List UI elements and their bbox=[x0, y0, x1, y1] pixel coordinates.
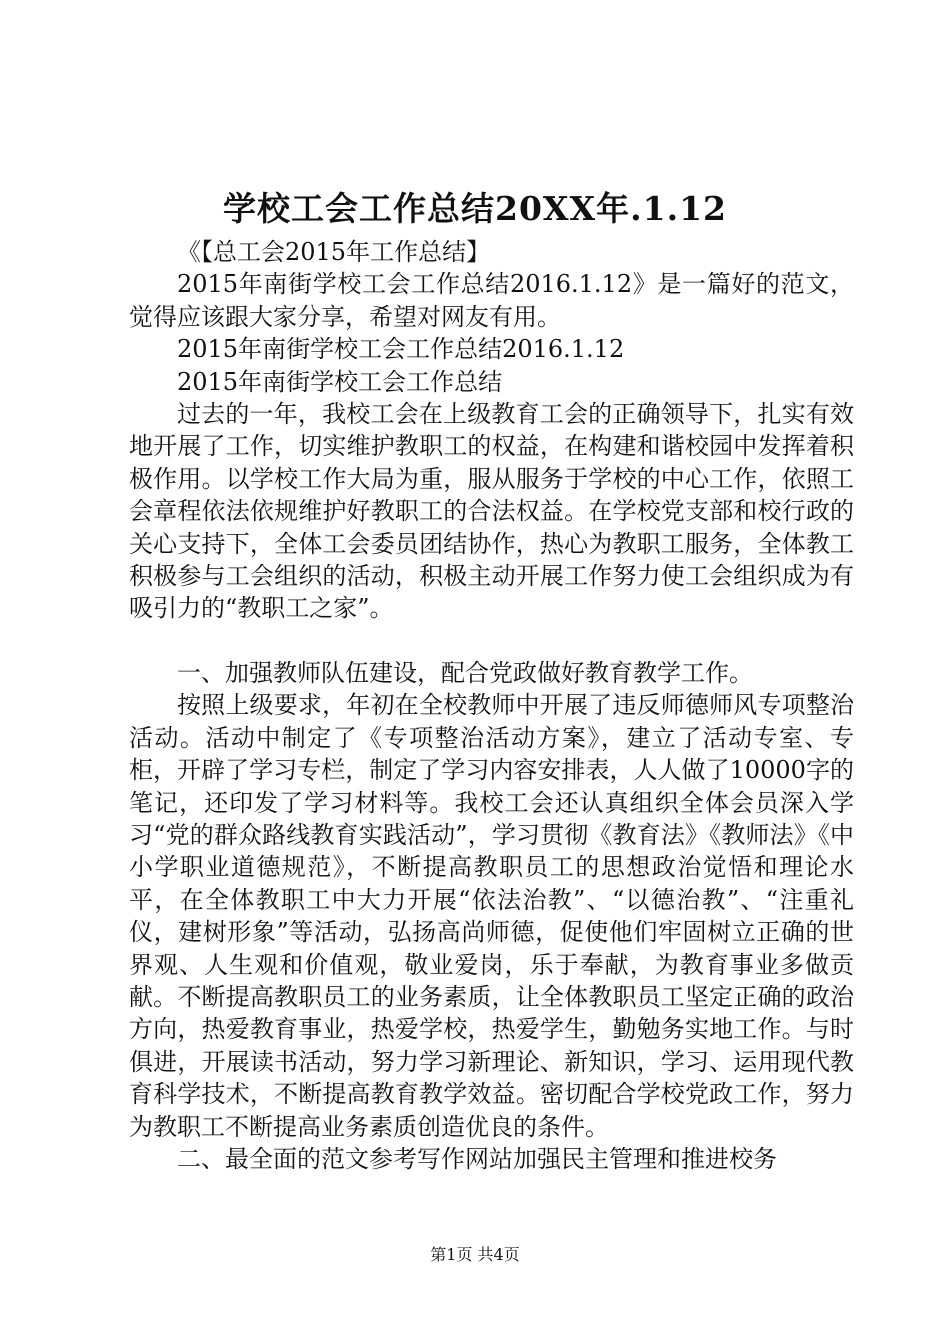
document-body bbox=[129, 236, 854, 1175]
page-footer: 第1页 共4页 bbox=[430, 1245, 520, 1264]
paragraph-subtitle: 2015年南街学校工会工作总结 bbox=[177, 367, 503, 396]
paragraph-intro: 2015年南街学校工会工作总结2016.1.12》是一篇好的范文，觉得应该跟大家分享，希望对网友有用。 bbox=[129, 270, 854, 331]
paragraph-subtitle-dated: 2015年南街学校工会工作总结2016.1.12 bbox=[177, 335, 625, 364]
paragraph-intro-heading: 《【总工会2015年工作总结】 bbox=[177, 238, 491, 266]
document-title: 学校工会工作总结20XX年.1.12 bbox=[223, 189, 727, 228]
section-heading-1: 一、加强教师队伍建设，配合党政做好教育教学工作。 bbox=[177, 658, 753, 687]
section-heading-2: 二、最全面的范文参考写作网站加强民主管理和推进校务 bbox=[177, 1144, 777, 1173]
paragraph-section-1: 按照上级要求，年初在全校教师中开展了违反师德师风专项整治活动。活动中制定了《专项整治活动方案》，建立了活动专室、专柜，开辟了学习专栏，制定了学习内容安排表，人人做了10000字的笔记，还印发了学习材料等。我校工会还认真组织全体会员深入学习“党的群众路线教育实践活动”，学习贯彻《教育法》《教师法》《中小学职业道德规范》，不断提高教职员工的思想政治觉悟和理论水平，在全体教职工中大力开展“依法治教”、“以德治教”、“注重礼仪，建树形象”等活动，弘扬高尚师德，促使他们牢固树立正确的世界观、人生观和价值观，敬业爱岗，乐于奉献，为教育事业多做贡献。不断提高教职员工的业务素质，让全体教职员工坚定正确的政治方向，热爱教育事业，热爱学校，热爱学生，勤勉务实地工作。与时俱进，开展读书活动，努力学习新理论、新知识，学习、运用现代教育科学技术，不断提高教育教学效益。密切配合学校党政工作，努力为教职工不断提高业务素质创造优良的条件。 bbox=[129, 691, 854, 1141]
paragraph-overview: 过去的一年，我校工会在上级教育工会的正确领导下，扎实有效地开展了工作，切实维护教职工的权益，在构建和谐校园中发挥着积极作用。以学校工作大局为重，服从服务于学校的中心工作，依照工会章程依法依规维护好教职工的合法权益。在学校党支部和校行政的关心支持下，全体工会委员团结协作，热心为教职工服务，全体教工积极参与工会组织的活动，积极主动开展工作努力使工会组织成为有吸引力的“教职工之家”。 bbox=[129, 400, 854, 623]
